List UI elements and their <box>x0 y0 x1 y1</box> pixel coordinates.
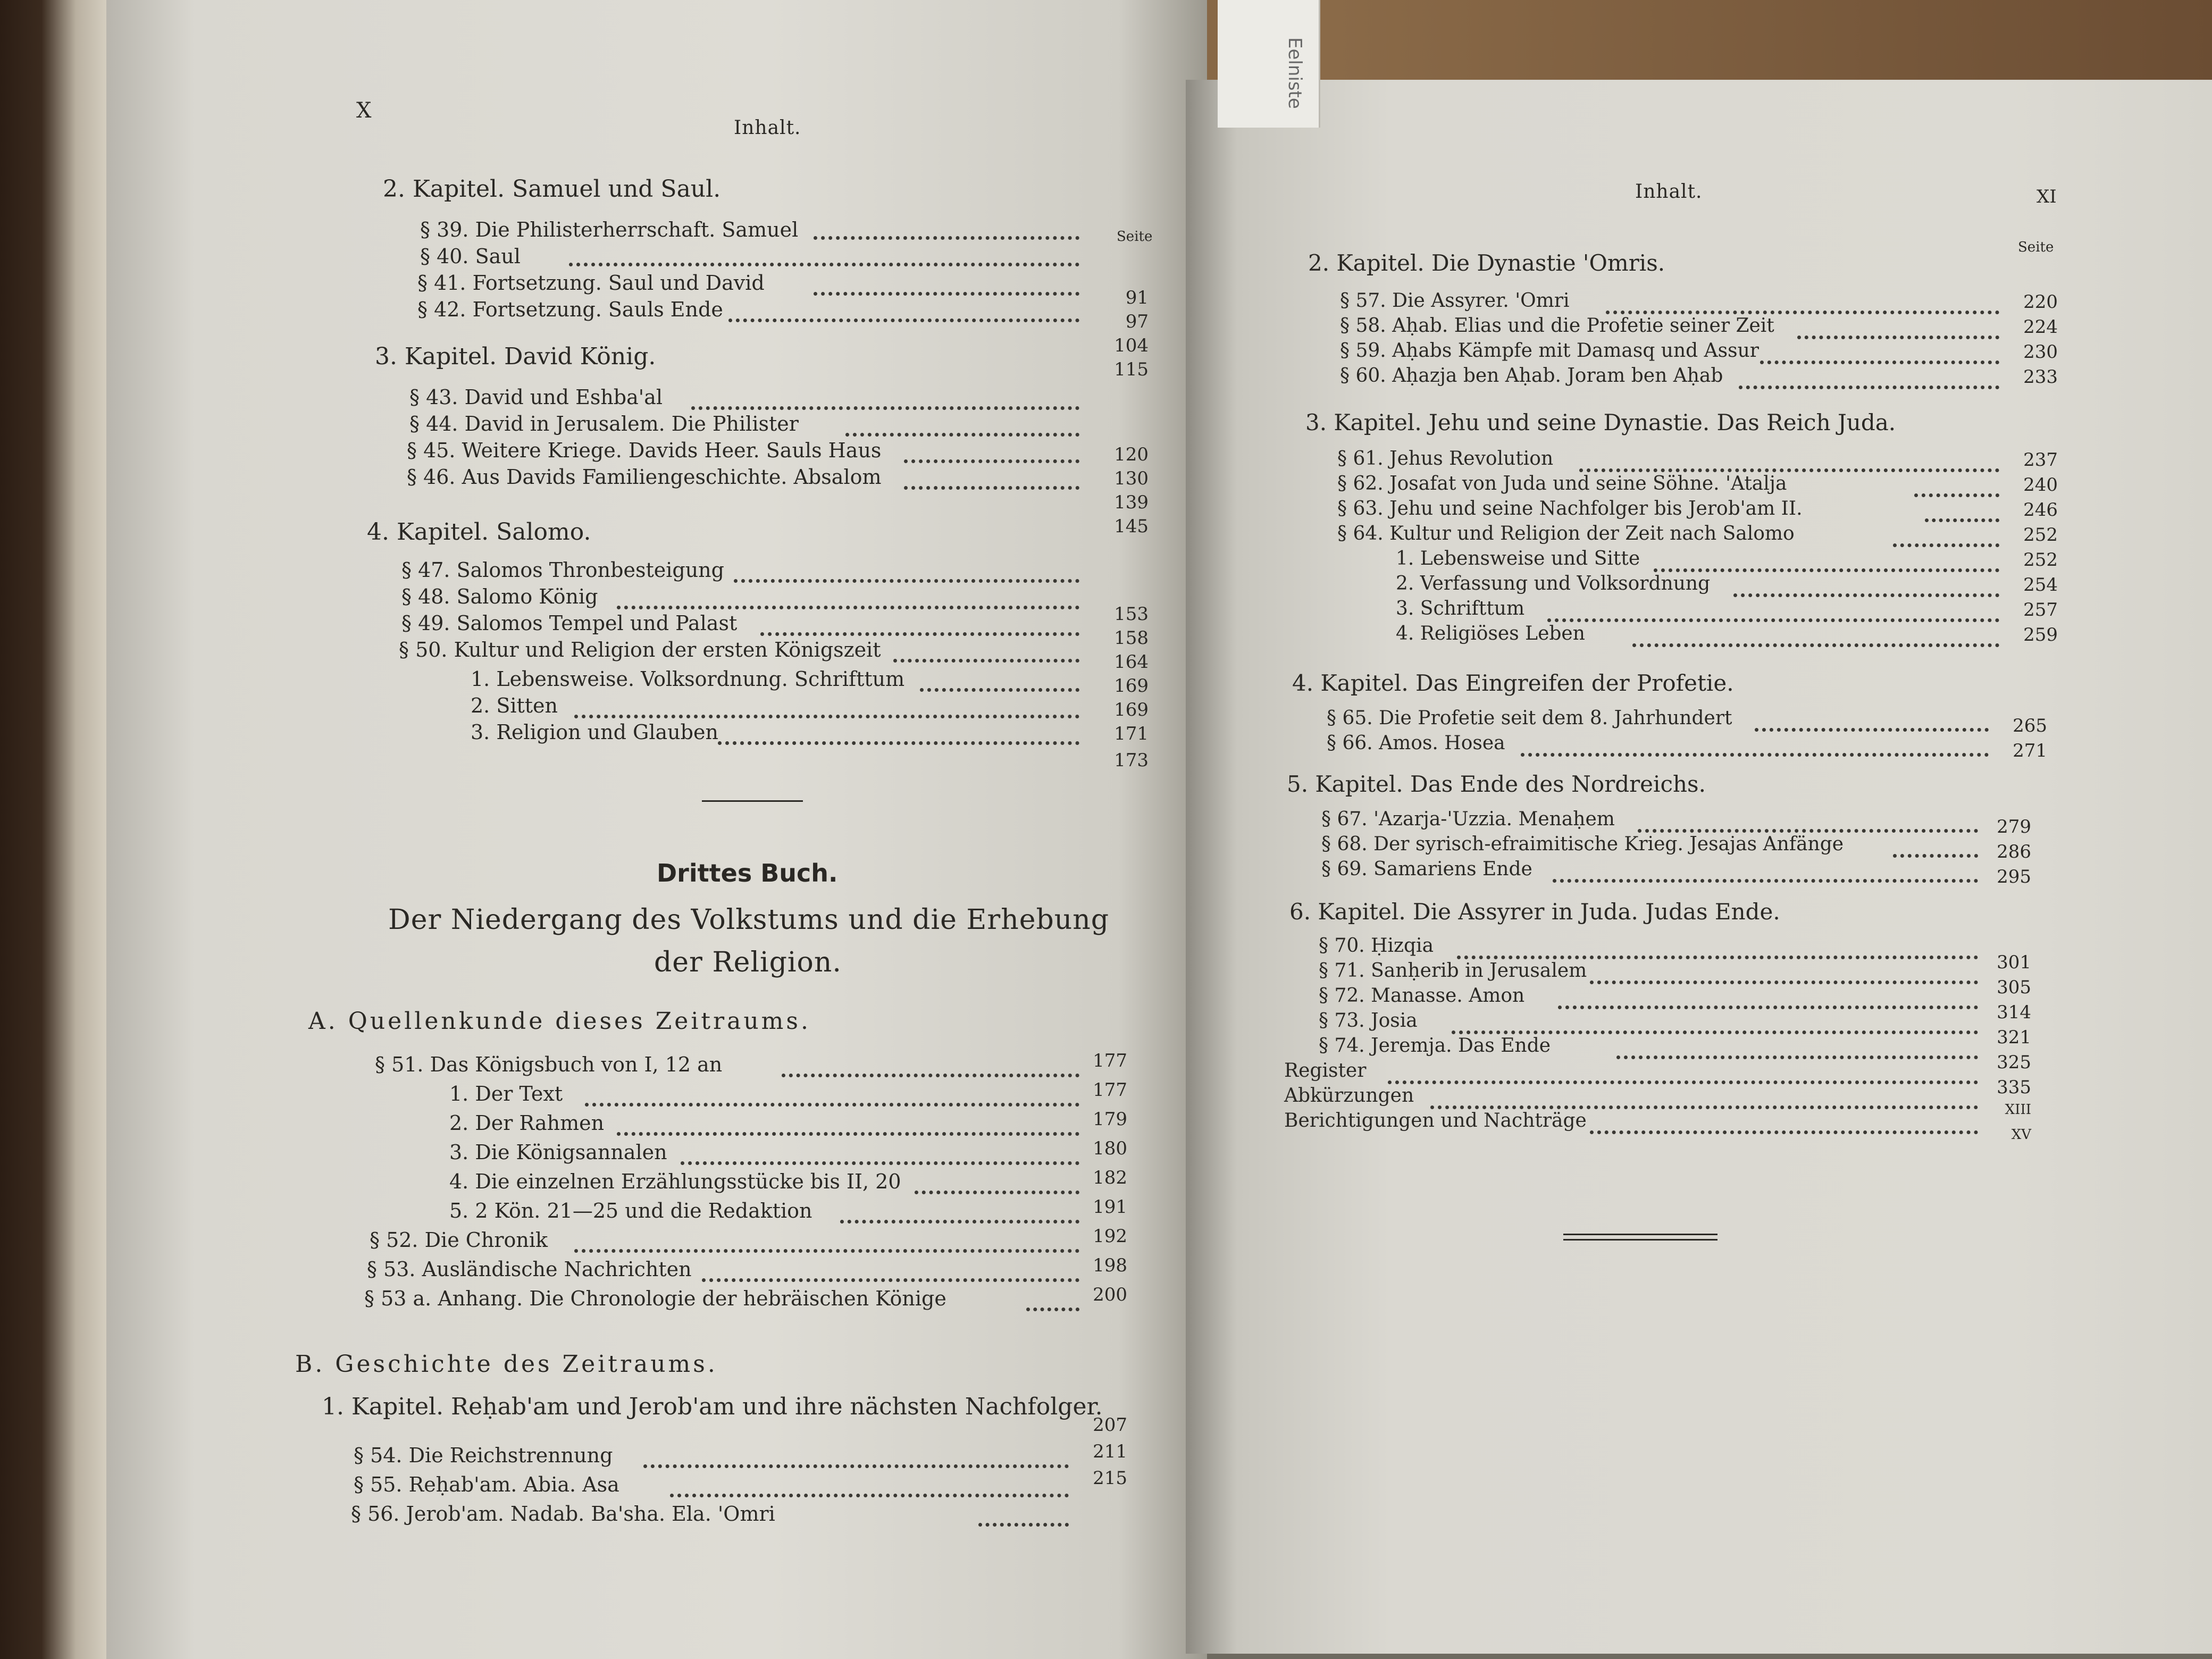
toc-page-number: 191 <box>1093 1196 1127 1218</box>
toc-page-number: XIII <box>2005 1102 2031 1118</box>
toc-entry: § 54. Die Reichstrennung <box>354 1444 613 1467</box>
section-divider <box>702 800 803 802</box>
toc-page-number: 91 <box>1125 287 1149 308</box>
right-page <box>1186 80 2212 1654</box>
toc-page-number: 173 <box>1114 750 1149 771</box>
chapter-heading: 6. Kapitel. Die Assyrer in Juda. Judas Ende. <box>1289 899 1780 925</box>
chapter-heading: 2. Kapitel. Die Dynastie 'Omris. <box>1308 250 1665 276</box>
toc-page-number: 286 <box>1997 841 2031 862</box>
toc-entry: § 50. Kultur und Religion der ersten Königszeit <box>399 638 881 661</box>
toc-page-number: 246 <box>2023 499 2058 521</box>
toc-page-number: 314 <box>1997 1002 2031 1023</box>
toc-page-number: 153 <box>1114 604 1149 625</box>
toc-entry: § 53. Ausländische Nachrichten <box>367 1258 692 1281</box>
toc-entry: § 51. Das Königsbuch von I, 12 an <box>375 1053 723 1076</box>
section-heading: B. Geschichte des Zeitraums. <box>295 1351 718 1378</box>
toc-page-number: 301 <box>1997 952 2031 973</box>
toc-page-number: 192 <box>1093 1226 1127 1247</box>
toc-page-number: 224 <box>2023 316 2058 338</box>
toc-entry: § 60. Aḥazja ben Aḥab. Joram ben Aḥab <box>1340 365 1723 387</box>
chapter-heading: 2. Kapitel. Samuel und Saul. <box>383 175 721 203</box>
toc-entry: § 61. Jehus Revolution <box>1337 448 1554 470</box>
toc-entry: § 48. Salomo König <box>401 585 598 608</box>
toc-entry: § 64. Kultur und Religion der Zeit nach Salomo <box>1337 523 1795 544</box>
end-divider <box>1563 1234 1717 1235</box>
toc-subentry: 2. Verfassung und Volksordnung <box>1396 573 1711 594</box>
toc-page-number: 169 <box>1114 675 1149 697</box>
toc-page-number: 179 <box>1093 1109 1127 1130</box>
toc-page-number: 321 <box>1997 1027 2031 1048</box>
toc-page-number: 115 <box>1114 359 1149 380</box>
toc-entry: § 41. Fortsetzung. Saul und David <box>417 271 765 295</box>
toc-subentry: 1. Lebensweise. Volksordnung. Schrifttum <box>471 667 905 691</box>
toc-entry: Abkürzungen <box>1284 1085 1414 1107</box>
toc-page-number: 257 <box>2023 599 2058 621</box>
toc-page-number: 177 <box>1093 1079 1127 1101</box>
toc-page-number: 215 <box>1093 1468 1127 1489</box>
toc-page-number: 271 <box>2013 740 2047 761</box>
book-title-line1: Der Niedergang des Volkstums und die Erhebung <box>388 904 1110 936</box>
right-running-head: Inhalt. <box>1635 181 1703 203</box>
end-divider <box>1563 1239 1717 1241</box>
right-seite-label: Seite <box>2018 239 2054 255</box>
toc-entry: § 65. Die Profetie seit dem 8. Jahrhundert <box>1327 707 1732 729</box>
toc-subentry: 1. Lebensweise und Sitte <box>1396 548 1640 569</box>
chapter-heading: 3. Kapitel. David König. <box>375 343 656 370</box>
toc-entry: § 66. Amos. Hosea <box>1327 732 1505 754</box>
toc-entry: § 63. Jehu und seine Nachfolger bis Jerob'am II. <box>1337 498 1803 520</box>
right-page-number: XI <box>2037 186 2057 207</box>
toc-page-number: 171 <box>1114 723 1149 744</box>
toc-page-number: 120 <box>1114 444 1149 465</box>
toc-entry: § 40. Saul <box>420 245 521 268</box>
toc-page-number: 139 <box>1114 492 1149 513</box>
toc-entry: § 72. Manasse. Amon <box>1319 985 1525 1007</box>
toc-page-number: 164 <box>1114 651 1149 673</box>
toc-page-number: 97 <box>1125 311 1149 332</box>
toc-entry: § 71. Sanḥerib in Jerusalem <box>1319 960 1587 982</box>
toc-page-number: 259 <box>2023 624 2058 646</box>
toc-page-number: 335 <box>1997 1077 2031 1098</box>
toc-page-number: 169 <box>1114 699 1149 720</box>
toc-page-number: XV <box>2011 1127 2031 1143</box>
toc-page-number: 325 <box>1997 1052 2031 1073</box>
toc-page-number: 200 <box>1093 1284 1127 1305</box>
toc-entry: § 47. Salomos Thronbesteigung <box>401 558 724 582</box>
toc-page-number: 180 <box>1093 1138 1127 1159</box>
book-title-line2: der Religion. <box>654 946 842 978</box>
toc-page-number: 252 <box>2023 524 2058 546</box>
toc-entry: § 73. Josia <box>1319 1010 1418 1032</box>
toc-page-number: 158 <box>1114 627 1149 649</box>
left-page-number: X <box>356 98 372 123</box>
toc-entry: § 56. Jerob'am. Nadab. Ba'sha. Ela. 'Omri <box>351 1502 775 1526</box>
toc-entry: § 43. David und Eshba'al <box>409 386 663 409</box>
toc-entry: § 69. Samariens Ende <box>1321 858 1532 880</box>
toc-page-number: 130 <box>1114 468 1149 489</box>
toc-page-number: 252 <box>2023 549 2058 571</box>
toc-page-number: 211 <box>1093 1441 1127 1462</box>
toc-subentry: 5. 2 Kön. 21—25 und die Redaktion <box>449 1199 812 1222</box>
toc-entry: § 62. Josafat von Juda und seine Söhne. 'Atalja <box>1337 473 1787 495</box>
toc-page-number: 220 <box>2023 291 2058 313</box>
chapter-heading: 4. Kapitel. Salomo. <box>367 518 591 546</box>
toc-page-number: 207 <box>1093 1414 1127 1436</box>
left-running-head: Inhalt. <box>734 117 801 139</box>
toc-page-number: 182 <box>1093 1167 1127 1188</box>
toc-page-number: 233 <box>2023 366 2058 388</box>
toc-entry: § 42. Fortsetzung. Sauls Ende <box>417 298 723 321</box>
toc-entry: § 58. Aḥab. Elias und die Profetie seiner Zeit <box>1340 315 1774 337</box>
book-heading: Drittes Buch. <box>657 859 838 887</box>
toc-page-number: 230 <box>2023 341 2058 363</box>
toc-page-number: 295 <box>1997 866 2031 887</box>
toc-entry: Berichtigungen und Nachträge <box>1284 1110 1587 1132</box>
toc-entry: § 46. Aus Davids Familiengeschichte. Absalom <box>407 465 882 489</box>
toc-subentry: 2. Sitten <box>471 694 558 717</box>
toc-page-number: 305 <box>1997 977 2031 998</box>
toc-subentry: 3. Die Königsannalen <box>449 1141 667 1164</box>
toc-entry: § 74. Jeremja. Das Ende <box>1319 1035 1551 1057</box>
section-heading: A. Quellenkunde dieses Zeitraums. <box>308 1008 811 1035</box>
toc-subentry: 3. Religion und Glauben <box>471 720 718 744</box>
toc-entry: § 59. Aḥabs Kämpfe mit Damasq und Assur <box>1340 340 1759 362</box>
toc-page-number: 237 <box>2023 449 2058 471</box>
toc-entry: § 55. Reḥab'am. Abia. Asa <box>354 1473 619 1496</box>
toc-subentry: 3. Schrifttum <box>1396 598 1525 619</box>
toc-subentry: 4. Die einzelnen Erzählungsstücke bis II, 20 <box>449 1170 901 1193</box>
toc-entry: § 52. Die Chronik <box>370 1228 548 1252</box>
chapter-heading: 3. Kapitel. Jehu und seine Dynastie. Das Reich Juda. <box>1305 409 1896 435</box>
chapter-heading: 5. Kapitel. Das Ende des Nordreichs. <box>1287 771 1706 797</box>
left-page <box>106 0 1207 1659</box>
toc-page-number: 240 <box>2023 474 2058 496</box>
toc-entry: Register <box>1284 1060 1367 1082</box>
toc-entry: § 68. Der syrisch-efraimitische Krieg. Jesajas Anfänge <box>1321 833 1844 855</box>
toc-entry: § 57. Die Assyrer. 'Omri <box>1340 290 1570 312</box>
toc-page-number: 254 <box>2023 574 2058 596</box>
paper-slip-text: Eelniste <box>1284 37 1305 109</box>
toc-page-number: 265 <box>2013 715 2047 736</box>
toc-page-number: 279 <box>1997 816 2031 837</box>
toc-entry: § 45. Weitere Kriege. Davids Heer. Sauls Haus <box>407 439 882 462</box>
toc-page-number: 104 <box>1114 335 1149 356</box>
toc-subentry: 2. Der Rahmen <box>449 1111 605 1135</box>
toc-entry: § 44. David in Jerusalem. Die Philister <box>409 412 799 435</box>
toc-entry: § 39. Die Philisterherrschaft. Samuel <box>420 218 799 241</box>
left-seite-label: Seite <box>1117 229 1153 245</box>
toc-subentry: 4. Religiöses Leben <box>1396 623 1585 644</box>
toc-page-number: 145 <box>1114 516 1149 537</box>
toc-entry: § 53 a. Anhang. Die Chronologie der hebräischen Könige <box>364 1287 946 1310</box>
toc-page-number: 177 <box>1093 1050 1127 1071</box>
toc-entry: § 70. Ḥizqia <box>1319 935 1434 957</box>
chapter-heading: 1. Kapitel. Reḥab'am und Jerob'am und ihre nächsten Nachfolger. <box>322 1393 1103 1420</box>
chapter-heading: 4. Kapitel. Das Eingreifen der Profetie. <box>1292 670 1734 696</box>
toc-page-number: 198 <box>1093 1255 1127 1276</box>
toc-entry: § 67. 'Azarja-'Uzzia. Menaḥem <box>1321 808 1615 830</box>
toc-entry: § 49. Salomos Tempel und Palast <box>401 611 738 635</box>
toc-subentry: 1. Der Text <box>449 1082 563 1105</box>
